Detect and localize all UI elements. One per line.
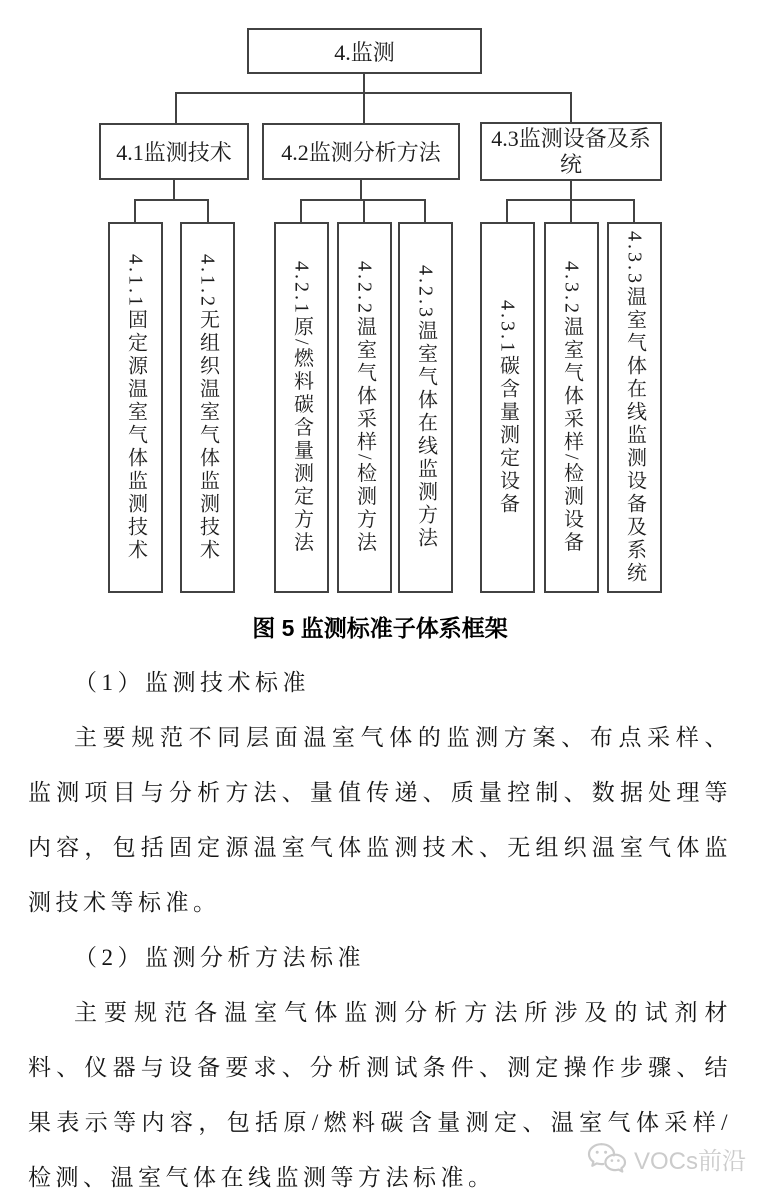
connector bbox=[363, 74, 365, 94]
leaf-ghg-sampling-detection-equipment bbox=[544, 222, 599, 593]
connector bbox=[506, 199, 508, 222]
connector bbox=[570, 199, 572, 222]
heading-monitoring-tech-standards: （1）监测技术标准 bbox=[74, 670, 310, 695]
watermark-text: VOCs前沿 bbox=[633, 1148, 746, 1175]
connector bbox=[173, 180, 175, 201]
paragraph-analysis-method-standards: 主要规范各温室气体监测分析方法所涉及的试剂材料、仪器与设备要求、分析测试条件、测定操作步骤、结果表示等内容，包括原/燃料碳含量测定、温室气体采样/检测、温室气体在线监测等方法标准。 bbox=[28, 1000, 732, 1190]
leaf-label: 4.2.3温室气体在线监测方法 bbox=[414, 265, 437, 550]
leaf-label: 4.3.3温室气体在线监测设备及系统 bbox=[623, 230, 646, 585]
connector bbox=[134, 199, 209, 201]
connector bbox=[175, 92, 572, 94]
paragraph-monitoring-tech-standards: 主要规范不同层面温室气体的监测方案、布点采样、监测项目与分析方法、量值传递、质量控制、数据处理等内容，包括固定源温室气体监测技术、无组织温室气体监测技术等标准。 bbox=[28, 725, 732, 915]
connector bbox=[424, 199, 426, 222]
leaf-label: 4.1.2无组织温室气体监测技术 bbox=[196, 253, 219, 562]
node-monitoring-equipment-systems: 4.3监测设备及系统 bbox=[480, 122, 662, 181]
connector bbox=[360, 180, 362, 201]
node-monitoring-root: 4.监测 bbox=[247, 28, 482, 74]
connector bbox=[134, 199, 136, 222]
connector bbox=[570, 181, 572, 201]
leaf-fixed-source-monitoring-tech bbox=[108, 222, 163, 593]
node-monitoring-technology: 4.1监测技术 bbox=[99, 123, 249, 180]
connector bbox=[363, 92, 365, 123]
connector bbox=[633, 199, 635, 222]
leaf-ghg-online-monitoring-systems bbox=[607, 222, 662, 593]
leaf-label: 4.3.1碳含量测定设备 bbox=[496, 299, 519, 516]
leaf-ghg-sampling-detection-method bbox=[337, 222, 392, 593]
leaf-fuel-carbon-content-method bbox=[274, 222, 329, 593]
node-monitoring-analysis-methods: 4.2监测分析方法 bbox=[262, 123, 460, 180]
leaf-ghg-online-monitoring-method bbox=[398, 222, 453, 593]
figure-caption: 图 5 监测标准子体系框架 bbox=[252, 615, 508, 641]
wechat-icon bbox=[587, 1142, 627, 1175]
connector bbox=[570, 92, 572, 123]
body-text bbox=[28, 655, 732, 1198]
leaf-carbon-content-equipment bbox=[480, 222, 535, 593]
leaf-label: 4.1.1固定源温室气体监测技术 bbox=[124, 253, 147, 562]
leaf-label: 4.2.1原/燃料碳含量测定方法 bbox=[290, 260, 313, 555]
watermark bbox=[587, 1141, 746, 1176]
connector bbox=[363, 199, 365, 222]
connector bbox=[300, 199, 302, 222]
heading-analysis-method-standards: （2）监测分析方法标准 bbox=[74, 945, 365, 970]
leaf-label: 4.2.2温室气体采样/检测方法 bbox=[353, 260, 376, 555]
leaf-fugitive-ghg-monitoring-tech bbox=[180, 222, 235, 593]
connector bbox=[207, 199, 209, 222]
connector bbox=[175, 92, 177, 123]
leaf-label: 4.3.2温室气体采样/检测设备 bbox=[560, 260, 583, 555]
